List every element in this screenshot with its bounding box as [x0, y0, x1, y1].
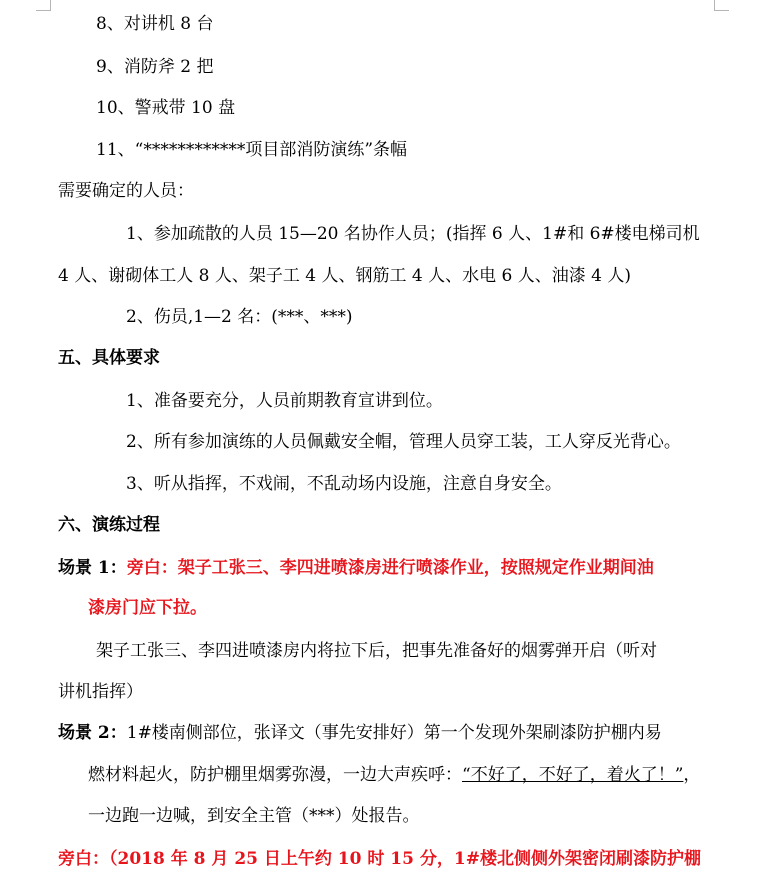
narration-last-line: 旁白：（2018 年 8 月 25 日上午约 10 时 15 分，1#楼北侧侧外架密闭刷漆防护棚	[58, 849, 701, 869]
scene-1-narration: 旁白：架子工张三、李四进喷漆房进行喷漆作业，按照规定作业期间油	[126, 558, 654, 578]
list-item-10: 10、警戒带 10 盘	[96, 98, 236, 118]
list-item-8: 8、对讲机 8 台	[96, 14, 214, 34]
scene-2-label: 场景 2：	[58, 723, 127, 743]
personnel-item-2: 2、伤员,1—2 名：(***、***)	[126, 307, 353, 327]
requirement-1: 1、准备要充分，人员前期教育宣讲到位。	[126, 391, 443, 411]
personnel-heading: 需要确定的人员：	[58, 181, 194, 201]
page-corner-mark-right	[714, 0, 729, 11]
scene-2-line-1	[58, 723, 662, 743]
scene-2-text-post: ，	[683, 765, 701, 785]
section-6-title: 六、演练过程	[58, 515, 160, 535]
scene-1-label: 场景 1：	[58, 558, 127, 578]
scene-1-narration-continued: 漆房门应下拉。	[88, 598, 207, 618]
personnel-item-1: 1、参加疏散的人员 15—20 名协作人员；(指挥 6 人、1#和 6#楼电梯司机	[126, 224, 700, 244]
list-item-9: 9、消防斧 2 把	[96, 57, 214, 77]
scene-2-line-3: 一边跑一边喊，到安全主管（***）处报告。	[88, 806, 420, 826]
personnel-item-1-continued: 4 人、谢砌体工人 8 人、架子工 4 人、钢筋工 4 人、水电 6 人、油漆 4 人)	[58, 266, 631, 286]
requirement-2: 2、所有参加演练的人员佩戴安全帽，管理人员穿工装，工人穿反光背心。	[126, 432, 681, 452]
scene-2-line-2	[88, 765, 700, 785]
section-5-title: 五、具体要求	[58, 348, 160, 368]
list-item-11: 11、“************项目部消防演练”条幅	[96, 140, 408, 160]
page-corner-mark-left	[36, 0, 51, 11]
scene-1-line-1	[58, 558, 654, 578]
requirement-3: 3、听从指挥，不戏闹，不乱动场内设施，注意自身安全。	[126, 474, 562, 494]
scene-2-text: 1#楼南侧部位，张译文（事先安排好）第一个发现外架刷漆防护棚内易	[126, 723, 662, 743]
scene-1-body-line-2: 讲机指挥）	[58, 682, 143, 702]
scene-2-quote: “不好了，不好了，着火了！”	[462, 765, 684, 785]
scene-1-body-line-1: 架子工张三、李四进喷漆房内将拉下后，把事先准备好的烟雾弹开启（听对	[96, 641, 657, 661]
scene-2-text-pre: 燃材料起火，防护棚里烟雾弥漫，一边大声疾呼：	[88, 765, 462, 785]
